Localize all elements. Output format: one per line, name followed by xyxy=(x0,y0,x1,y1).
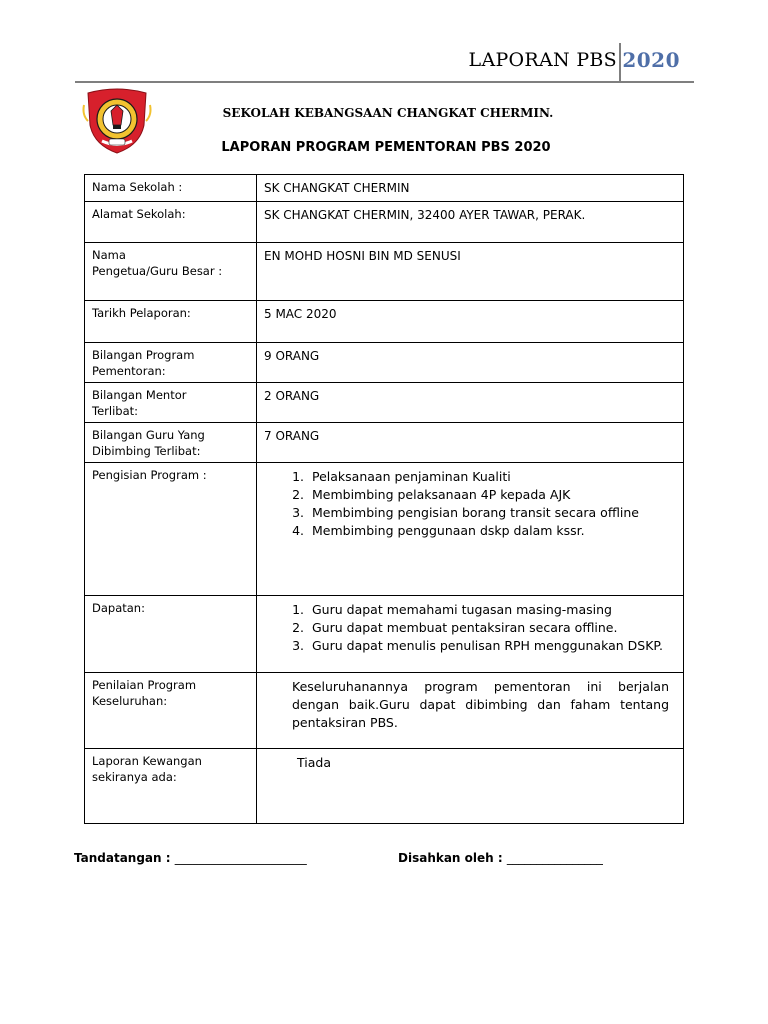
value-bil-guru: 7 ORANG xyxy=(257,423,684,463)
label-bil-mentor-line2: Terlibat: xyxy=(92,404,138,418)
label-bil-mentor-line1: Bilangan Mentor xyxy=(92,388,187,402)
tandatangan-label: Tandatangan : xyxy=(74,851,171,865)
label-penilaian-line1: Penilaian Program xyxy=(92,678,197,692)
table-row-dapatan xyxy=(85,596,684,673)
label-bil-guru-line2: Dibimbing Terlibat: xyxy=(92,444,201,458)
label-penilaian-line2: Keseluruhan: xyxy=(92,694,168,708)
label-dapatan: Dapatan: xyxy=(85,596,257,673)
label-bil-program xyxy=(85,343,257,383)
pengisian-list xyxy=(264,468,675,540)
label-pengetua-line2: Pengetua/Guru Besar : xyxy=(92,264,223,278)
value-bil-program: 9 ORANG xyxy=(257,343,684,383)
list-item: 3. Guru dapat menulis penulisan RPH menggunakan DSKP. xyxy=(308,637,675,655)
label-bil-program-line1: Bilangan Program xyxy=(92,348,195,362)
label-nama-sekolah: Nama Sekolah : xyxy=(85,175,257,202)
value-pengetua: EN MOHD HOSNI BIN MD SENUSI xyxy=(257,243,684,301)
table-row-alamat xyxy=(85,202,684,243)
label-tarikh: Tarikh Pelaporan: xyxy=(85,301,257,343)
label-alamat: Alamat Sekolah: xyxy=(85,202,257,243)
label-pengetua-line1: Nama xyxy=(92,248,126,262)
list-item: 1. Pelaksanaan penjaminan Kualiti xyxy=(308,468,675,486)
value-nama-sekolah: SK CHANGKAT CHERMIN xyxy=(257,175,684,202)
table-row-pengetua xyxy=(85,243,684,301)
label-pengisian: Pengisian Program : xyxy=(85,463,257,596)
label-kewangan xyxy=(85,749,257,824)
penilaian-text: Keseluruhanannya program pementoran ini berjalan dengan baik.Guru dapat dibimbing dan faham tentang pentaksiran PBS. xyxy=(292,679,669,730)
table-row-nama-sekolah xyxy=(85,175,684,202)
label-penilaian xyxy=(85,673,257,749)
signature-disahkan xyxy=(398,851,603,865)
table-row-bil-mentor xyxy=(85,383,684,423)
kewangan-text: Tiada xyxy=(297,755,331,770)
label-bil-program-line2: Pementoran: xyxy=(92,364,166,378)
list-item: 2. Guru dapat membuat pentaksiran secara offline. xyxy=(308,619,675,637)
table-row-bil-program xyxy=(85,343,684,383)
disahkan-label: Disahkan oleh : xyxy=(398,851,503,865)
value-tarikh: 5 MAC 2020 xyxy=(257,301,684,343)
list-item: 4. Membimbing penggunaan dskp dalam kssr. xyxy=(308,522,675,540)
header-divider xyxy=(619,43,621,81)
value-bil-mentor: 2 ORANG xyxy=(257,383,684,423)
value-penilaian xyxy=(257,673,684,749)
list-item: 1. Guru dapat memahami tugasan masing-masing xyxy=(308,601,675,619)
tandatangan-line: ______________________ xyxy=(174,851,307,865)
table-row-kewangan xyxy=(85,749,684,824)
value-dapatan xyxy=(257,596,684,673)
label-kewangan-line1: Laporan Kewangan xyxy=(92,754,202,768)
list-item: 2. Membimbing pelaksanaan 4P kepada AJK xyxy=(308,486,675,504)
signature-tandatangan xyxy=(74,851,307,865)
value-pengisian xyxy=(257,463,684,596)
value-kewangan xyxy=(257,749,684,824)
table-row-tarikh xyxy=(85,301,684,343)
label-bil-guru-line1: Bilangan Guru Yang xyxy=(92,428,205,442)
school-name: SEKOLAH KEBANGSAAN CHANGKAT CHERMIN. xyxy=(222,106,554,120)
dapatan-list xyxy=(264,601,675,655)
value-alamat: SK CHANGKAT CHERMIN, 32400 AYER TAWAR, PERAK. xyxy=(257,202,684,243)
report-form-table xyxy=(84,174,684,824)
header-year: 2020 xyxy=(622,48,680,72)
disahkan-line: ________________ xyxy=(506,851,603,865)
label-bil-guru xyxy=(85,423,257,463)
table-row-pengisian xyxy=(85,463,684,596)
table-row-penilaian xyxy=(85,673,684,749)
header-title: LAPORAN PBS xyxy=(468,49,617,71)
table-row-bil-guru xyxy=(85,423,684,463)
label-pengetua xyxy=(85,243,257,301)
report-title: LAPORAN PROGRAM PEMENTORAN PBS 2020 xyxy=(221,140,551,155)
label-bil-mentor xyxy=(85,383,257,423)
page-header xyxy=(75,43,694,83)
label-kewangan-line2: sekiranya ada: xyxy=(92,770,177,784)
list-item: 3. Membimbing pengisian borang transit secara offline xyxy=(308,504,675,522)
